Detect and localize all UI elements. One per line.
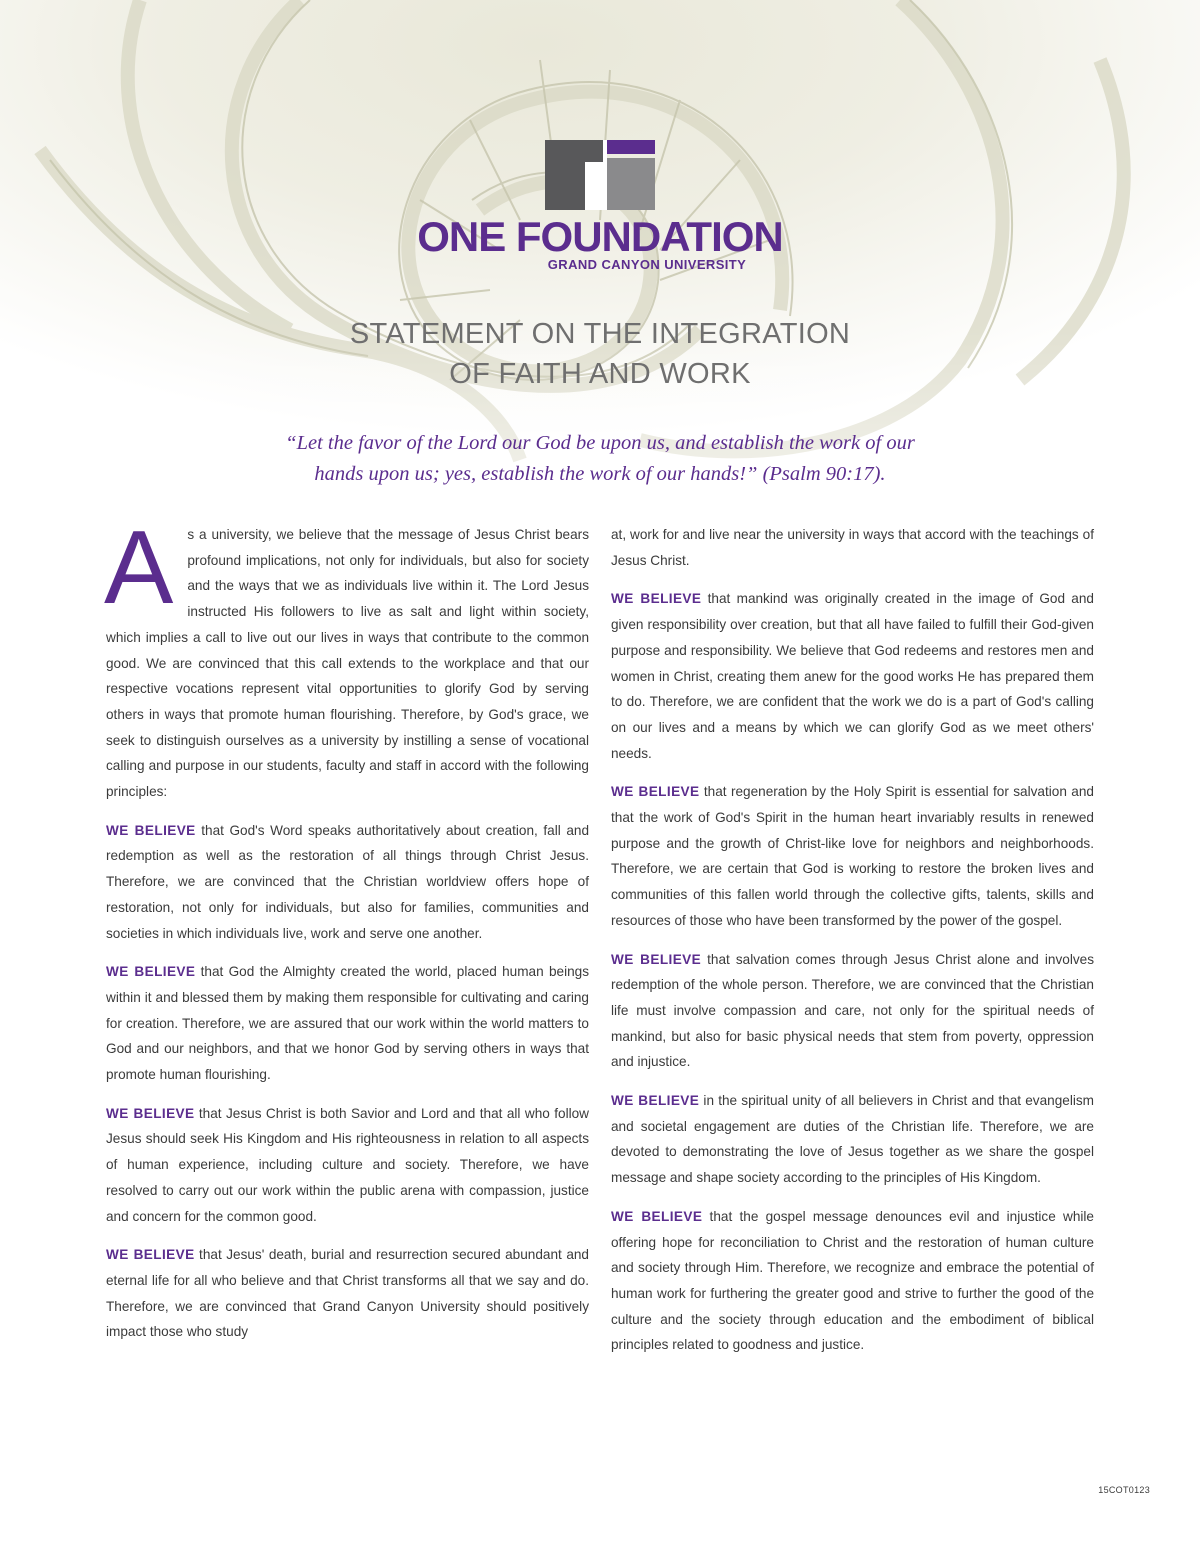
- belief-paragraph: [106, 959, 589, 1088]
- belief-text: that salvation comes through Jesus Christ alone and involves redemption of the whole person. Therefore, we are convinced that the Christian life must involve compassion and care, not only for the spiritual needs of mankind, but also for basic physical needs that stem from poverty, oppression and injustice.: [611, 951, 1094, 1070]
- belief-paragraph: [106, 1101, 589, 1230]
- left-column: [104, 510, 590, 1358]
- belief-text: that the gospel message denounces evil and injustice while offering hope for reconciliation to Christ and the restoration of human culture and society through Him. Therefore, we recognize and embrace the potential of human work for furthering the greater good and strive to further the good of the culture and the society through education and the embodiment of biblical principles related to goodness and justice.: [611, 1208, 1094, 1353]
- gcu-logo-mark: [545, 140, 655, 210]
- intro-text: s a university, we believe that the message of Jesus Christ bears profound implications, not only for individuals, but also for society and the ways that we as individuals live within it. The Lord Jesus instructed His followers to live as salt and light within society, which implies a call to live out our lives in ways that contribute to the common good. We are convinced that this call extends to the workplace and that our respective vocations represent vital opportunities to glorify God by serving others in ways that promote human flourishing. Therefore, by God's grace, we seek to distinguish ourselves as a university by instilling a sense of vocational calling and purpose in our students, faculty and staff in accord with the following principles:: [106, 527, 589, 800]
- one-foundation-logo: [0, 140, 1200, 272]
- belief-lead: WE BELIEVE: [106, 1105, 195, 1121]
- belief-paragraph: [106, 1242, 589, 1345]
- right-column: [611, 522, 1094, 1371]
- belief-lead: WE BELIEVE: [106, 822, 196, 838]
- logo-subtitle: GRAND CANYON UNIVERSITY: [547, 257, 747, 272]
- drop-cap: A: [104, 510, 174, 626]
- scripture-quote: [150, 428, 1050, 490]
- belief-text: that regeneration by the Holy Spirit is essential for salvation and that the work of God's Spirit in the human heart invariably results in renewed purpose and the growth of Christ-like love for neighbors and neighborhoods. Therefore, we are certain that God is working to restore the broken lives and communities of this fallen world through the collective gifts, talents, skills and resources of those who have been transformed by the power of the gospel.: [611, 784, 1094, 928]
- belief-text: that Jesus Christ is both Savior and Lord and that all who follow Jesus should seek His Kingdom and His righteousness in relation to all aspects of human experience, including culture and society. Therefore, we have resolved to carry out our work within the public arena with compassion, justice and concern for the common good.: [106, 1105, 589, 1224]
- belief-text: that God the Almighty created the world, placed human beings within it and blessed them by making them responsible for cultivating and caring for creation. Therefore, we are assured that our work within the world matters to God and our neighbors, and that we honor God by serving others in ways that promote human flourishing.: [106, 964, 590, 1083]
- belief-lead: WE BELIEVE: [611, 591, 702, 607]
- belief-lead: WE BELIEVE: [611, 1093, 700, 1109]
- belief-paragraph: [611, 1088, 1094, 1191]
- quote-line-1: “Let the favor of the Lord our God be upon us, and establish the work of our: [285, 432, 915, 454]
- belief-text: that God's Word speaks authoritatively about creation, fall and redemption as well as the restoration of all things through Christ Jesus. Therefore, we are convinced that the Christian worldview offers hope of restoration, not only for individuals, but also for families, communities and societies in which individuals live, work and serve one another.: [106, 822, 590, 941]
- title-line-1: STATEMENT ON THE INTEGRATION: [349, 318, 851, 350]
- belief-lead: WE BELIEVE: [106, 964, 196, 980]
- belief-paragraph: [611, 779, 1094, 933]
- title-line-2: OF FAITH AND WORK: [449, 358, 751, 390]
- belief-lead: WE BELIEVE: [106, 1247, 195, 1263]
- belief-paragraph: [611, 1204, 1094, 1358]
- belief-lead: WE BELIEVE: [611, 951, 702, 967]
- belief-text: in the spiritual unity of all believers in Christ and that evangelism and societal engagement are duties of the Christian life. Therefore, we are devoted to demonstrating the love of Jesus together as we share the gospel message and shape society according to the principles of His Kingdom.: [611, 1093, 1094, 1186]
- document-code: 15COT0123: [1098, 1485, 1150, 1495]
- belief-paragraph: [106, 818, 589, 947]
- belief-paragraph: [611, 947, 1094, 1076]
- page-title: [0, 314, 1200, 394]
- quote-line-2: hands upon us; yes, establish the work of our hands!” (Psalm 90:17).: [314, 463, 886, 485]
- belief-lead: WE BELIEVE: [611, 1208, 703, 1224]
- belief-text: that Jesus' death, burial and resurrection secured abundant and eternal life for all who believe and that Christ transforms all that we say and do. Therefore, we are convinced that Grand Canyon University should positively impact those who study: [106, 1247, 589, 1340]
- belief-paragraph: [611, 586, 1094, 766]
- belief-text: that mankind was originally created in the image of God and given responsibility over creation, but that all have failed to fulfill their God-given purpose and responsibility. We believe that God redeems and restores men and women in Christ, creating them anew for the good works He has prepared them to do. Therefore, we are confident that the work we do is a part of God's calling on our lives and a means by which we can glorify God as we meet others' needs.: [611, 591, 1094, 761]
- intro-paragraph: [104, 510, 589, 805]
- logo-name: ONE FOUNDATION: [417, 213, 783, 260]
- belief-lead: WE BELIEVE: [611, 784, 700, 800]
- continued-paragraph: at, work for and live near the university in ways that accord with the teachings of Jesus Christ.: [611, 527, 1094, 568]
